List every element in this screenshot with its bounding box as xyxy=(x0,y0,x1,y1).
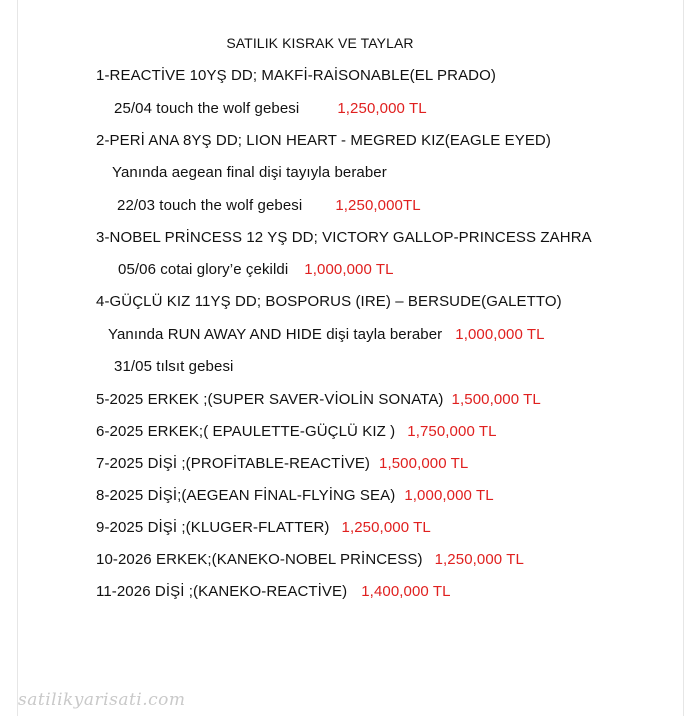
list-line-17: 11-2026 DİŞİ ;(KANEKO-REACTİVE) 1,400,000 TL xyxy=(96,583,451,600)
list-line-2: 25/04 touch the wolf gebesi 1,250,000 TL xyxy=(114,100,427,117)
list-line-15: 9-2025 DİŞİ ;(KLUGER-FLATTER) 1,250,000 TL xyxy=(96,519,431,536)
list-line-10: 31/05 tılsıt gebesi xyxy=(114,358,234,375)
list-line-8: 4-GÜÇLÜ KIZ 11YŞ DD; BOSPORUS (IRE) – BERSUDE(GALETTO) xyxy=(96,293,562,310)
price-label: 1,000,000 TL xyxy=(455,326,545,343)
price-label: 1,500,000 TL xyxy=(379,455,469,472)
price-label: 1,250,000 TL xyxy=(434,551,524,568)
document-title: SATILIK KISRAK VE TAYLAR xyxy=(226,35,414,51)
price-label: 1,400,000 TL xyxy=(361,583,451,600)
price-label: 1,000,000 TL xyxy=(404,487,494,504)
page-edge-right xyxy=(683,0,684,716)
list-line-14: 8-2025 DİŞİ;(AEGEAN FİNAL-FLYİNG SEA) 1,000,000 TL xyxy=(96,487,494,504)
price-label: 1,500,000 TL xyxy=(451,391,541,408)
list-line-6: 3-NOBEL PRİNCESS 12 YŞ DD; VICTORY GALLOP-PRINCESS ZAHRA xyxy=(96,229,592,246)
list-line-12: 6-2025 ERKEK;( EPAULETTE-GÜÇLÜ KIZ ) 1,750,000 TL xyxy=(96,423,497,440)
list-line-4: Yanında aegean final dişi tayıyla beraber xyxy=(112,164,387,181)
page-edge-left xyxy=(17,0,18,716)
list-line-1: 1-REACTİVE 10YŞ DD; MAKFİ-RAİSONABLE(EL PRADO) xyxy=(96,67,496,84)
list-line-5: 22/03 touch the wolf gebesi 1,250,000TL xyxy=(117,197,421,214)
price-label: 1,000,000 TL xyxy=(304,261,394,278)
list-line-3: 2-PERİ ANA 8YŞ DD; LION HEART - MEGRED KIZ(EAGLE EYED) xyxy=(96,132,551,149)
price-label: 1,750,000 TL xyxy=(407,423,497,440)
list-line-9: Yanında RUN AWAY AND HIDE dişi tayla beraber 1,000,000 TL xyxy=(108,326,545,343)
price-label: 1,250,000 TL xyxy=(337,100,427,117)
list-line-16: 10-2026 ERKEK;(KANEKO-NOBEL PRİNCESS) 1,250,000 TL xyxy=(96,551,524,568)
list-line-13: 7-2025 DİŞİ ;(PROFİTABLE-REACTİVE) 1,500,000 TL xyxy=(96,455,469,472)
watermark-logo: satilikyarisati.com xyxy=(18,690,186,710)
list-line-11: 5-2025 ERKEK ;(SUPER SAVER-VİOLİN SONATA) 1,500,000 TL xyxy=(96,391,541,408)
list-line-7: 05/06 cotai glory’e çekildi 1,000,000 TL xyxy=(118,261,394,278)
price-label: 1,250,000TL xyxy=(335,197,421,214)
price-label: 1,250,000 TL xyxy=(341,519,431,536)
